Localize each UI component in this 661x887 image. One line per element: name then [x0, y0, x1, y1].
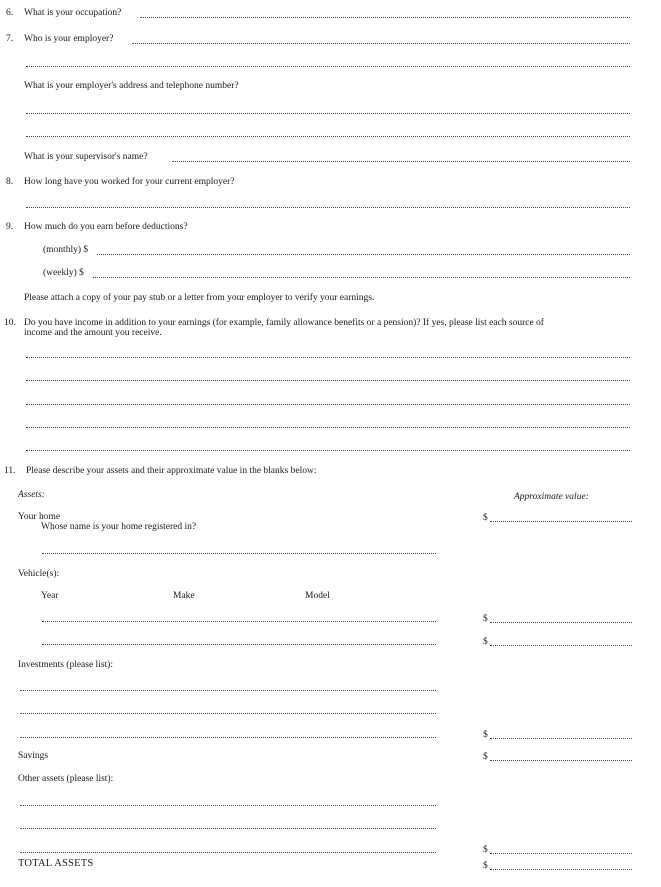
investment-field-3[interactable] [20, 737, 436, 738]
q6-label: What is your occupation? [24, 8, 122, 18]
employment-duration-field[interactable] [26, 207, 630, 208]
other-assets-value-currency: $ [483, 845, 488, 855]
q8-number: 8. [6, 177, 14, 187]
home-value-currency: $ [483, 513, 488, 523]
q10-number: 10. [4, 318, 16, 328]
other-assets-value-field[interactable] [490, 853, 632, 854]
vehicle-2-value-field[interactable] [490, 645, 632, 646]
q7-number: 7. [6, 34, 14, 44]
investment-field-2[interactable] [20, 713, 436, 714]
home-value-field[interactable] [490, 521, 632, 522]
employer-address-field-1[interactable] [26, 113, 630, 114]
vehicle-column-make: Make [173, 591, 195, 601]
q6-number: 6. [6, 8, 14, 18]
investment-field-1[interactable] [20, 690, 436, 691]
weekly-earnings-label: (weekly) $ [43, 268, 84, 278]
employer-field[interactable] [132, 43, 630, 44]
employer-address-field-2[interactable] [26, 136, 630, 137]
total-assets-currency: $ [483, 861, 488, 871]
pay-stub-note: Please attach a copy of your pay stub or a letter from your employer to verify your earnings. [24, 293, 375, 303]
vehicles-label: Vehicle(s): [18, 569, 60, 579]
total-assets-value-field[interactable] [490, 869, 632, 870]
q10-label-line-2: income and the amount you receive. [24, 328, 162, 338]
monthly-earnings-label: (monthly) $ [43, 245, 89, 255]
vehicle-column-model: Model [305, 591, 330, 601]
q7-label: Who is your employer? [24, 34, 114, 44]
savings-label: Savings [18, 751, 49, 761]
supervisor-prompt: What is your supervisor's name? [24, 152, 148, 162]
other-income-field-4[interactable] [26, 427, 630, 428]
q9-number: 9. [6, 222, 14, 232]
vehicle-1-value-currency: $ [483, 614, 488, 624]
your-home-label: Your home [18, 512, 61, 522]
total-assets-label: TOTAL ASSETS [18, 858, 94, 869]
other-income-field-1[interactable] [26, 357, 630, 358]
employer-field-line-2[interactable] [26, 66, 630, 67]
investments-value-field[interactable] [490, 738, 632, 739]
other-income-field-3[interactable] [26, 404, 630, 405]
other-assets-field-2[interactable] [20, 828, 436, 829]
monthly-earnings-field[interactable] [97, 254, 630, 255]
savings-value-currency: $ [483, 752, 488, 762]
vehicle-1-value-field[interactable] [490, 622, 632, 623]
other-assets-field-1[interactable] [20, 805, 436, 806]
home-registered-prompt: Whose name is your home registered in? [41, 522, 197, 532]
vehicle-column-year: Year [41, 591, 59, 601]
investments-value-currency: $ [483, 730, 488, 740]
q8-label: How long have you worked for your current employer? [24, 177, 235, 187]
q9-label: How much do you earn before deductions? [24, 222, 188, 232]
other-income-field-5[interactable] [26, 450, 630, 451]
home-registered-name-field[interactable] [42, 553, 436, 554]
assets-header: Assets: [18, 490, 45, 500]
vehicle-2-field[interactable] [42, 644, 436, 645]
weekly-earnings-field[interactable] [93, 277, 630, 278]
vehicle-1-field[interactable] [42, 621, 436, 622]
q11-number: 11. [4, 466, 16, 476]
other-income-field-2[interactable] [26, 380, 630, 381]
supervisor-name-field[interactable] [172, 161, 630, 162]
savings-value-field[interactable] [490, 760, 632, 761]
vehicle-2-value-currency: $ [483, 637, 488, 647]
q10-label-line-1: Do you have income in addition to your earnings (for example, family allowance benefits or a pension)? If yes, please list each source of [24, 318, 544, 328]
other-assets-field-3[interactable] [20, 852, 436, 853]
q11-label: Please describe your assets and their approximate value in the blanks below: [26, 466, 317, 476]
investments-label: Investments (please list): [18, 660, 113, 670]
approximate-value-header: Approximate value: [514, 492, 589, 502]
employer-address-prompt: What is your employer's address and telephone number? [24, 81, 239, 91]
other-assets-label: Other assets (please list): [18, 774, 114, 784]
occupation-field[interactable] [140, 17, 630, 18]
